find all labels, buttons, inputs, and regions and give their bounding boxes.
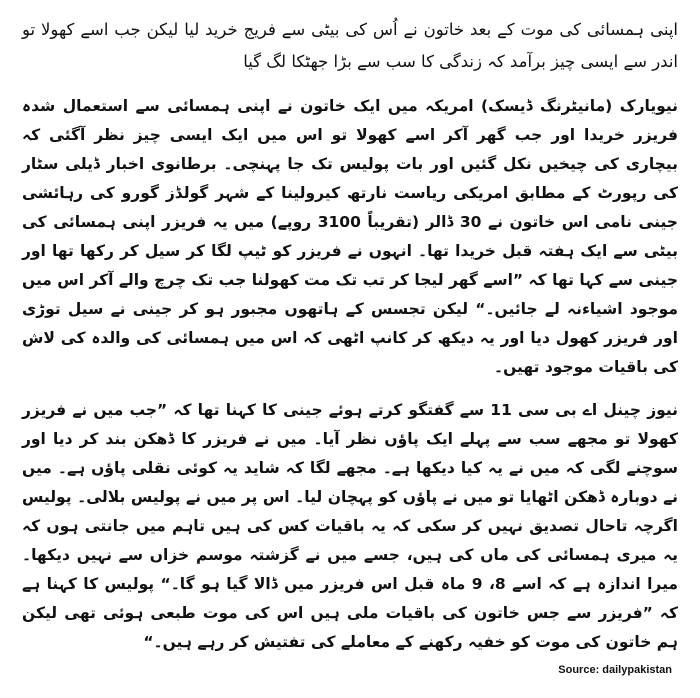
article-headline: اپنی ہمسائی کی موت کے بعد خاتون نے اُس کی بیٹی سے فریج خرید لیا لیکن جب اسے کھولا تو اندر سے ایسی چیز برآمد کہ زندگی کا سب سے بڑا جھٹکا لگ گیا (22, 20, 678, 71)
source-credit: Source: dailypakistan (558, 664, 672, 676)
article-paragraph-2: نیوز چینل اے بی سی 11 سے گفتگو کرتے ہوئے جینی کا کہنا تھا کہ ”جب میں نے فریزر کھولا تو مجھے سب سے پہلے ایک پاﺅں نظر آیا۔ میں نے فریزر کا ڈھکن بند کر دیا اور سوچنے لگی کہ میں نے یہ کیا دیکھا ہے۔ مجھے لگا کہ شاید یہ کوئی نقلی پاﺅں ہے۔ میں نے دوبارہ ڈھکن اٹھایا تو میں نے پاﺅں کو پہچان لیا۔ اس پر میں نے پولیس بلالی۔ پولیس اگرچہ تاحال تصدیق نہیں کر سکی کہ یہ باقیات کس کی ہیں تاہم میں جانتی ہوں کہ یہ میری ہمسائی کی ماں کی ہیں، جسے میں نے گزشتہ موسم خزاں سے نہیں دیکھا۔ میرا اندازہ ہے کہ اسے 8، 9 ماہ قبل اس فریزر میں ڈالا گیا ہو گا۔“ پولیس کا کہنا ہے کہ ”فریزر سے جس خاتون کی باقیات ملی ہیں اس کی موت طبعی ہوئی تھی لیکن ہم خاتون کی موت کو خفیہ رکھنے کے معاملے کی تفتیش کر رہے ہیں۔“ (22, 401, 678, 651)
article-paragraph-1: نیویارک (مانیٹرنگ ڈیسک) امریکہ میں ایک خاتون نے اپنی ہمسائی سے استعمال شدہ فریزر خریدا اور جب گھر آکر اسے کھولا تو اس میں ایک ایسی چیز نظر آگئی کہ بیچاری کی چیخیں نکل گئیں اور بات پولیس تک جا پہنچی۔ برطانوی اخبار ڈیلی سٹار کی رپورٹ کے مطابق امریکی ریاست نارتھ کیرولینا کے شہر گولڈز گورو کی رہائشی جینی نامی اس خاتون نے 30 ڈالر (تقریباً 3100 روپے) میں یہ فریزر اپنی ہمسائی کی بیٹی سے ایک ہفتہ قبل خریدا تھا۔ انہوں نے فریزر کو ٹیپ لگا کر سیل کر رکھا تھا اور جینی سے کہا تھا کہ ”اسے گھر لیجا کر تب تک مت کھولنا جب تک چرچ والے آکر اس میں موجود اشیاءنہ لے جائیں۔“ لیکن تجسس کے ہاتھوں مجبور ہو کر جینی نے سیل توڑی اور فریزر کھول دیا اور یہ دیکھ کر کانپ اٹھی کہ اس میں ہمسائی کی والدہ کی لاش کی باقیات موجود تھیں۔ (22, 97, 678, 376)
